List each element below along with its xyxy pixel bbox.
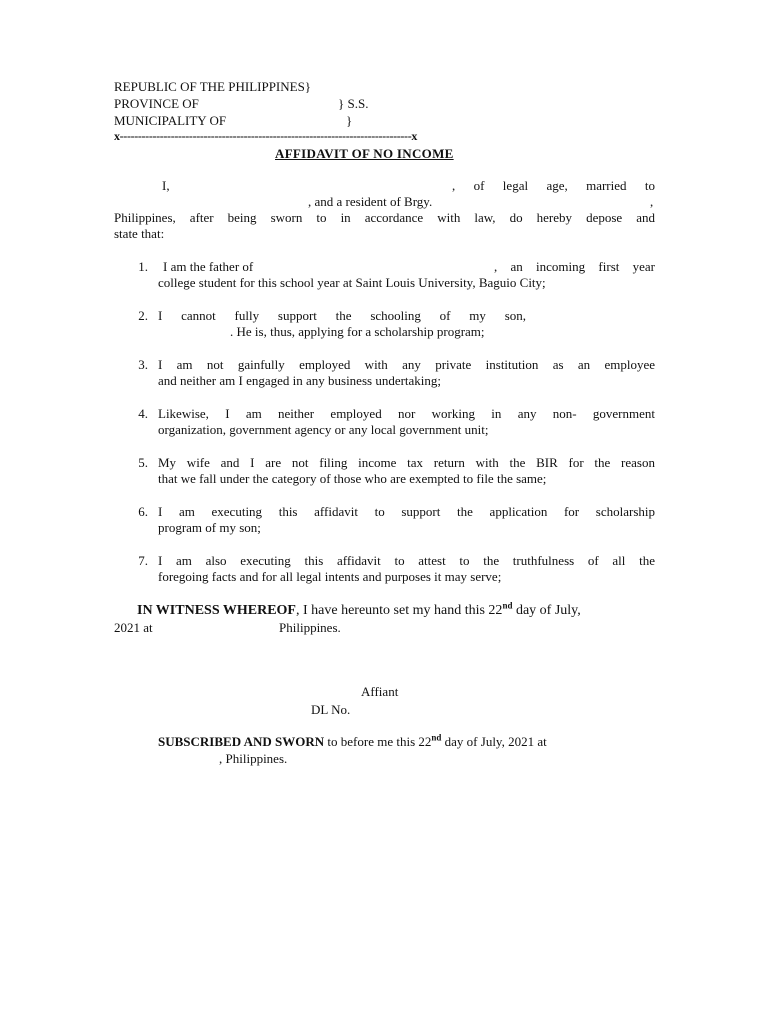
document-title: AFFIDAVIT OF NO INCOME bbox=[275, 146, 454, 161]
item-number: 3. bbox=[138, 357, 148, 372]
item-number: 5. bbox=[138, 455, 148, 470]
dl-number-label: DL No. bbox=[311, 702, 351, 717]
intro-line4: state that: bbox=[114, 226, 165, 241]
intro-i: I, bbox=[162, 178, 170, 193]
item-3-line2: and neither am I engaged in any business undertaking; bbox=[158, 373, 442, 388]
header-municipality-label: MUNICIPALITY OF bbox=[114, 113, 227, 128]
item-2-line2: . He is, thus, applying for a scholarship program; bbox=[230, 324, 485, 339]
intro-legal-age: , of legal age, married to bbox=[452, 178, 655, 193]
intro-resident: , and a resident of Brgy. bbox=[308, 194, 433, 209]
header-province-label: PROVINCE OF bbox=[114, 96, 199, 111]
subscribed-superscript: nd bbox=[431, 732, 442, 743]
item-1-line2: college student for this school year at Saint Louis University, Baguio City; bbox=[158, 275, 546, 290]
item-5-line1: My wife and I are not filing income tax return with the BIR for the reason bbox=[158, 455, 655, 470]
item-5-line2: that we fall under the category of those who are exempted to file the same; bbox=[158, 471, 547, 486]
witness-line2-end: Philippines. bbox=[279, 620, 341, 635]
subscribed-text: to before me this 22 bbox=[324, 734, 432, 749]
item-6-line1: I am executing this affidavit to support the application for scholarship bbox=[158, 504, 655, 519]
header-separator: x--------------------------------------------------------------------------------x bbox=[114, 129, 417, 143]
subscribed-bold-phrase: SUBSCRIBED AND SWORN bbox=[158, 734, 325, 749]
subscribed-tail: day of July, 2021 at bbox=[441, 734, 547, 749]
witness-tail: day of July, bbox=[512, 603, 581, 618]
header-republic: REPUBLIC OF THE PHILIPPINES} bbox=[114, 79, 312, 94]
item-4-line2: organization, government agency or any local government unit; bbox=[158, 422, 489, 437]
item-7-line2: foregoing facts and for all legal intents and purposes it may serve; bbox=[158, 569, 502, 584]
witness-paragraph bbox=[137, 600, 581, 619]
item-6-line2: program of my son; bbox=[158, 520, 261, 535]
header-ss: } S.S. bbox=[338, 96, 369, 111]
item-number: 2. bbox=[138, 308, 148, 323]
witness-bold-phrase: IN WITNESS WHEREOF bbox=[137, 603, 296, 618]
item-number: 1. bbox=[138, 259, 148, 274]
item-number: 7. bbox=[138, 553, 148, 568]
witness-text: , I have hereunto set my hand this 22 bbox=[295, 603, 503, 618]
affiant-label: Affiant bbox=[361, 684, 399, 699]
item-2-line1: I cannot fully support the schooling of my son, bbox=[158, 308, 526, 323]
item-1-line1b: , an incoming first year bbox=[494, 259, 655, 274]
subscribed-paragraph bbox=[158, 734, 547, 750]
item-number: 6. bbox=[138, 504, 148, 519]
item-number: 4. bbox=[138, 406, 148, 421]
item-1-line1a: I am the father of bbox=[163, 259, 254, 274]
item-7-line1: I am also executing this affidavit to attest to the truthfulness of all the bbox=[158, 553, 655, 568]
intro-line3: Philippines, after being sworn to in accordance with law, do hereby depose and bbox=[114, 210, 655, 225]
intro-comma: , bbox=[650, 194, 654, 209]
witness-superscript: nd bbox=[502, 600, 513, 611]
item-3-line1: I am not gainfully employed with any private institution as an employee bbox=[158, 357, 655, 372]
item-4-line1: Likewise, I am neither employed nor working in any non- government bbox=[158, 406, 655, 421]
header-brace: } bbox=[346, 113, 353, 128]
witness-line2-start: 2021 at bbox=[114, 620, 153, 635]
subscribed-line2: , Philippines. bbox=[219, 751, 288, 766]
